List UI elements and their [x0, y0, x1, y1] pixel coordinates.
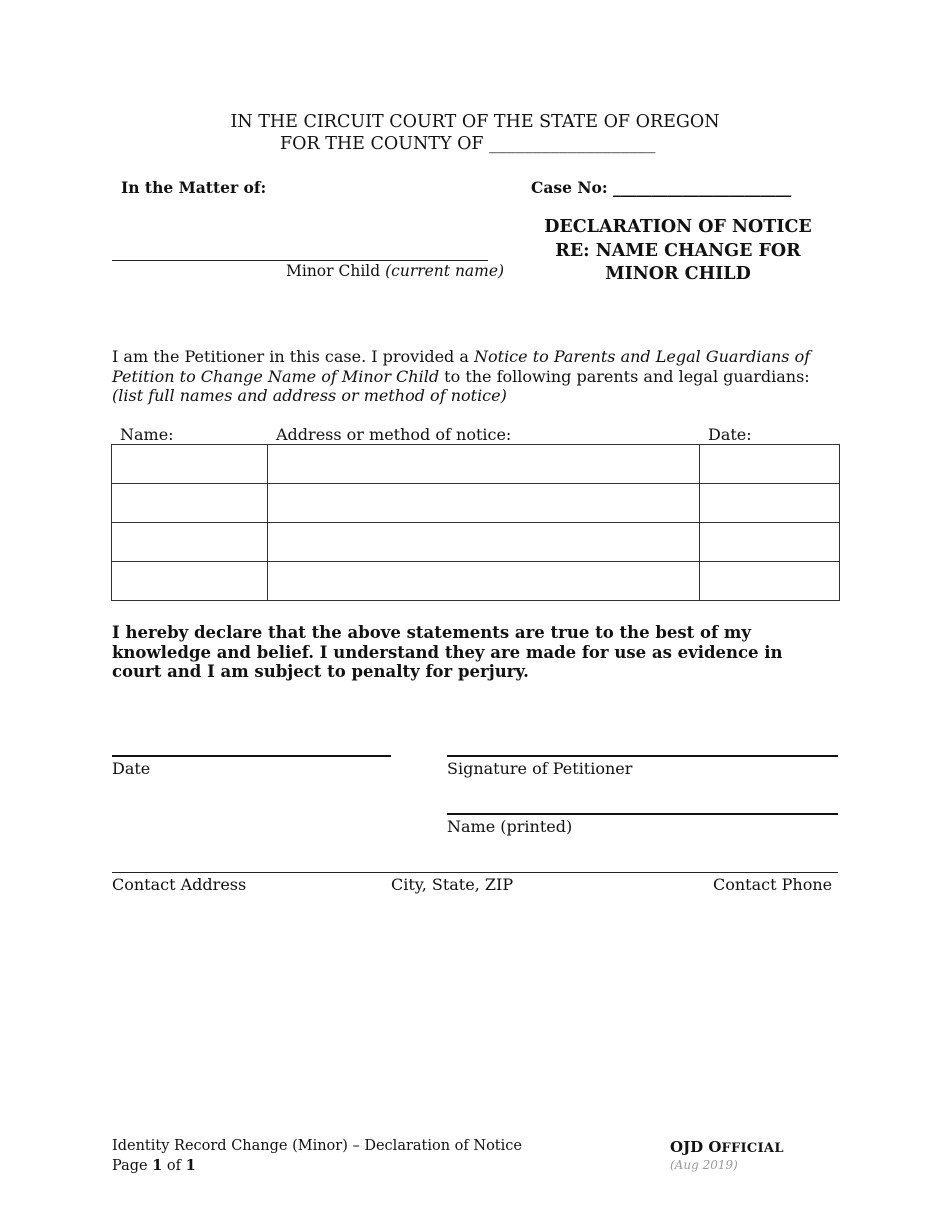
date-cell[interactable] [700, 562, 840, 601]
table-row [112, 562, 840, 601]
title-line: RE: NAME CHANGE FOR [555, 240, 801, 261]
address-cell[interactable] [268, 562, 700, 601]
ojd-official-mark [670, 1138, 784, 1156]
printed-name-line[interactable] [447, 813, 838, 815]
official-mark-tail: FFICIAL [721, 1141, 784, 1156]
minor-child-label: Minor Child [286, 262, 381, 280]
court-heading: IN THE CIRCUIT COURT OF THE STATE OF OREGON [230, 112, 720, 132]
signature-label: Signature of Petitioner [447, 759, 633, 778]
page-of: of [162, 1158, 186, 1174]
minor-child-caption [286, 262, 504, 280]
date-signature-line[interactable] [112, 755, 391, 757]
name-cell[interactable] [112, 523, 268, 562]
table-row [112, 445, 840, 484]
page-number [112, 1157, 196, 1174]
page-total: 1 [185, 1157, 196, 1174]
address-cell[interactable] [268, 523, 700, 562]
date-label: Date [112, 759, 151, 778]
matter-label: In the Matter of: [121, 178, 267, 197]
petitioner-statement [112, 347, 842, 406]
title-line: DECLARATION OF NOTICE [544, 217, 812, 237]
contact-address-label: Contact Address [112, 875, 247, 894]
statement-text: to the following parents and legal guardians: [439, 366, 810, 386]
title-line: MINOR CHILD [605, 264, 751, 284]
case-number-field[interactable]: Case No: _______________________ [531, 178, 792, 197]
footer-form-title: Identity Record Change (Minor) – Declaration of Notice [112, 1138, 522, 1154]
date-cell[interactable] [700, 445, 840, 484]
address-cell[interactable] [268, 445, 700, 484]
printed-name-label: Name (printed) [447, 817, 573, 836]
column-header-date: Date: [708, 425, 752, 444]
page-prefix: Page [112, 1158, 153, 1174]
column-header-address: Address or method of notice: [276, 425, 512, 444]
table-row [112, 523, 840, 562]
address-cell[interactable] [268, 484, 700, 523]
table-row [112, 484, 840, 523]
county-heading: FOR THE COUNTY OF ___________________ [280, 134, 656, 154]
petitioner-signature-line[interactable] [447, 755, 838, 757]
statement-instruction: (list full names and address or method of notice) [112, 386, 507, 405]
official-mark-head: OJD O [670, 1138, 722, 1156]
document-title [528, 216, 828, 287]
notice-form-title: Notice to Parents and Legal Guardians of Petition to Change Name of Minor Child [112, 347, 811, 386]
form-version: (Aug 2019) [670, 1158, 738, 1172]
name-cell[interactable] [112, 562, 268, 601]
page-current: 1 [152, 1157, 163, 1174]
contact-phone-label: Contact Phone [713, 875, 833, 894]
city-state-zip-label: City, State, ZIP [391, 875, 514, 894]
name-cell[interactable] [112, 484, 268, 523]
date-cell[interactable] [700, 484, 840, 523]
column-header-name: Name: [120, 425, 174, 444]
contact-info-line[interactable] [112, 872, 838, 873]
notice-table [111, 444, 840, 601]
perjury-declaration: I hereby declare that the above statements are true to the best of my knowledge and belief. I understand they are made for use as evidence in court and I am subject to penalty for perjury. [112, 623, 783, 681]
statement-text: I am the Petitioner in this case. I provided a [112, 347, 474, 366]
date-cell[interactable] [700, 523, 840, 562]
name-cell[interactable] [112, 445, 268, 484]
minor-child-name-line[interactable] [112, 260, 488, 261]
minor-child-note: (current name) [385, 262, 505, 280]
